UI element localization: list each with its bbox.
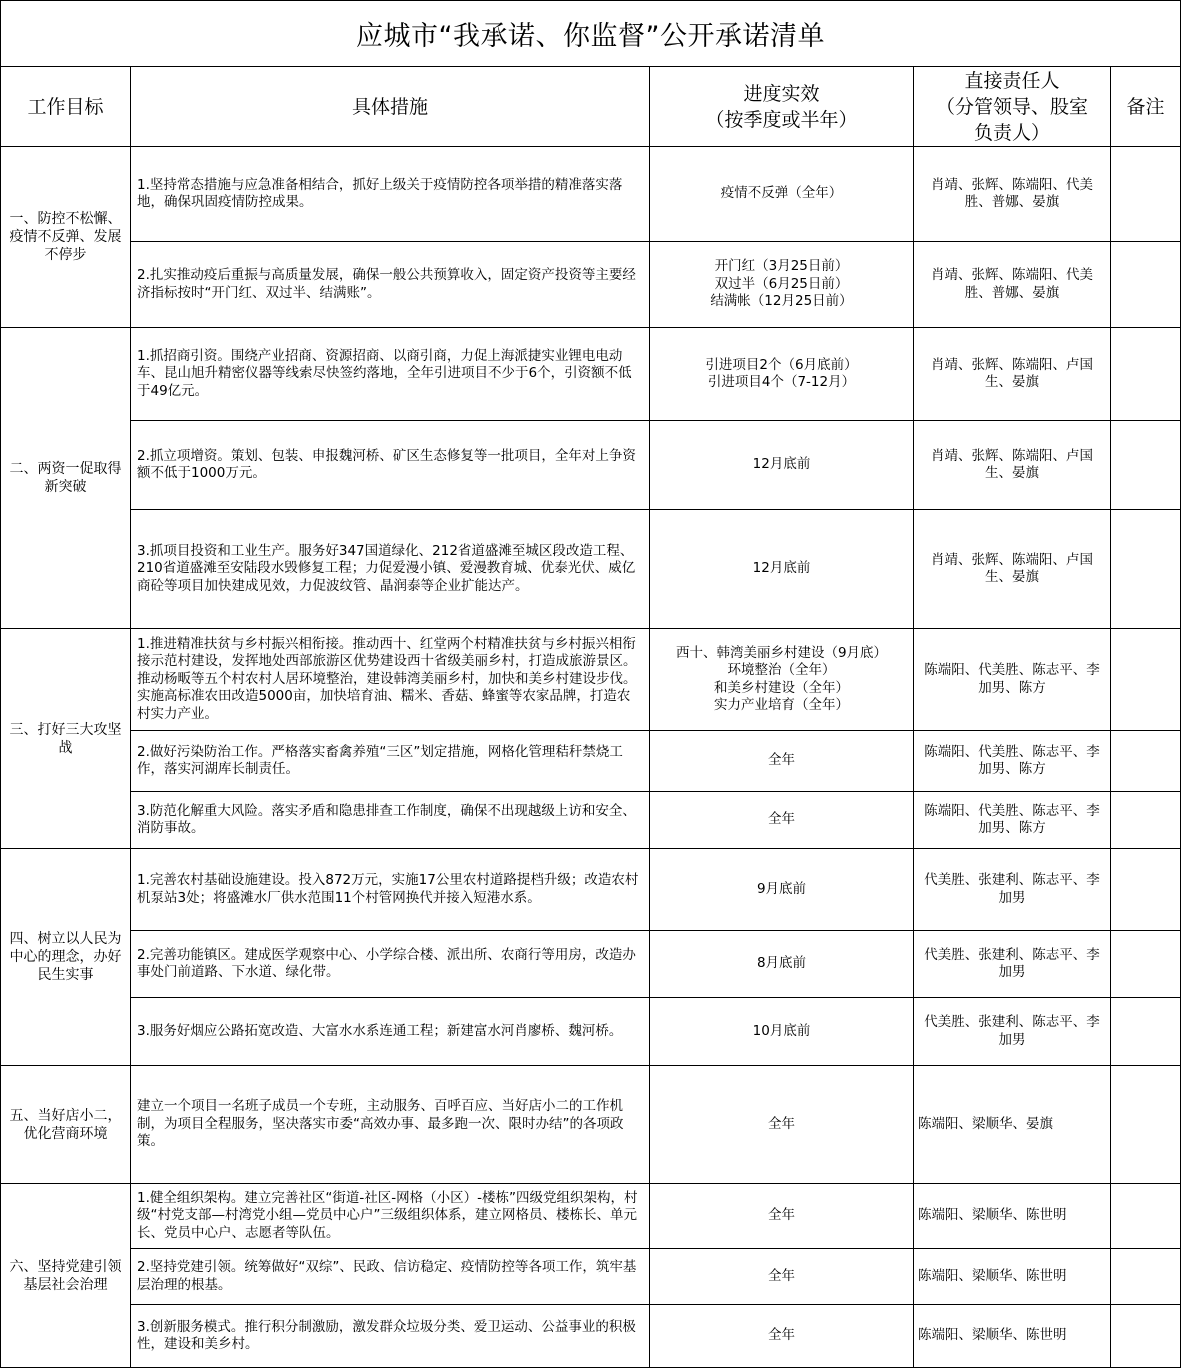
progress-cell xyxy=(650,1066,914,1184)
table-row xyxy=(1,421,1181,510)
table-row xyxy=(1,242,1181,328)
progress-line: 8月底前 xyxy=(756,955,807,972)
measure-cell: 1.健全组织架构。建立完善社区“街道-社区-网格（小区）-楼栋”四级党组织架构，村级“村党支部—村湾党小组—党员中心户”三级组织体系，建立网格员、楼栋长、单元长、党员中心户、志愿者等队伍。 xyxy=(131,1184,650,1249)
progress-cell xyxy=(650,1184,914,1249)
note-cell xyxy=(1111,849,1181,931)
owner-cell: 肖靖、张辉、陈端阳、代美胜、普娜、晏旗 xyxy=(914,147,1111,242)
owner-cell: 代美胜、张建利、陈志平、李加男 xyxy=(914,849,1111,931)
progress-line: 12月底前 xyxy=(752,560,811,577)
table-body xyxy=(1,147,1181,1368)
goal-cell: 六、坚持党建引领基层社会治理 xyxy=(1,1184,131,1368)
measure-cell: 2.抓立项增资。策划、包装、申报魏河桥、矿区生态修复等一批项目，全年对上争资额不低于1000万元。 xyxy=(131,421,650,510)
owner-cell: 陈端阳、梁顺华、陈世明 xyxy=(914,1184,1111,1249)
progress-line: 双过半（6月25日前） xyxy=(714,275,849,292)
progress-line: 全年 xyxy=(768,1207,795,1224)
goal-cell: 四、树立以人民为中心的理念，办好民生实事 xyxy=(1,849,131,1066)
measure-cell: 2.完善功能镇区。建成医学观察中心、小学综合楼、派出所、农商行等用房，改造办事处门前道路、下水道、绿化带。 xyxy=(131,931,650,998)
progress-cell xyxy=(650,1249,914,1305)
goal-cell: 三、打好三大攻坚战 xyxy=(1,629,131,849)
table-row xyxy=(1,1066,1181,1184)
progress-line: 和美乡村建设（全年） xyxy=(714,679,849,696)
measure-cell: 2.扎实推动疫后重振与高质量发展，确保一般公共预算收入，固定资产投资等主要经济指标按时“开门红、双过半、结满账”。 xyxy=(131,242,650,328)
progress-cell xyxy=(650,1305,914,1368)
progress-line: 引进项目4个（7-12月） xyxy=(707,374,856,390)
table-row xyxy=(1,629,1181,731)
measure-cell: 2.坚持党建引领。统筹做好“双综”、民政、信访稳定、疫情防控等各项工作，筑牢基层治理的根基。 xyxy=(131,1249,650,1305)
progress-line: 结满帐（12月25日前） xyxy=(710,293,853,310)
header-measure: 具体措施 xyxy=(131,67,650,147)
measure-cell: 3.防范化解重大风险。落实矛盾和隐患排查工作制度，确保不出现越级上访和安全、消防事故。 xyxy=(131,792,650,849)
table-row xyxy=(1,731,1181,792)
goal-cell: 二、两资一促取得新突破 xyxy=(1,328,131,629)
progress-line: 全年 xyxy=(768,1327,795,1344)
header-progress xyxy=(650,67,914,147)
note-cell xyxy=(1111,1249,1181,1305)
progress-cell xyxy=(650,510,914,629)
progress-line: 9月底前 xyxy=(756,880,807,897)
table-row xyxy=(1,1184,1181,1249)
measure-cell: 3.抓项目投资和工业生产。服务好347国道绿化、212省道盛滩至城区段改造工程、210省道盛滩至安陆段水毁修复工程；力促爱漫小镇、爱漫教育城、优泰光伏、威亿商砼等项目加快建成见效，力促波纹管、晶润泰等企业扩能达产。 xyxy=(131,510,650,629)
owner-cell: 陈端阳、代美胜、陈志平、李加男、陈方 xyxy=(914,629,1111,731)
measure-cell: 2.做好污染防治工作。严格落实畜禽养殖“三区”划定措施，网格化管理秸秆禁烧工作，落实河湖库长制责任。 xyxy=(131,731,650,792)
progress-cell xyxy=(650,998,914,1066)
progress-line: 全年 xyxy=(768,752,795,769)
owner-cell: 陈端阳、梁顺华、晏旗 xyxy=(914,1066,1111,1184)
header-progress-line2: （按季度或半年） xyxy=(705,108,858,131)
owner-cell: 陈端阳、代美胜、陈志平、李加男、陈方 xyxy=(914,792,1111,849)
progress-line: 环境整治（全年） xyxy=(727,662,836,678)
progress-cell xyxy=(650,147,914,242)
progress-cell xyxy=(650,849,914,931)
table-row xyxy=(1,510,1181,629)
goal-cell: 一、防控不松懈、疫情不反弹、发展不停步 xyxy=(1,147,131,328)
owner-cell: 肖靖、张辉、陈端阳、代美胜、普娜、晏旗 xyxy=(914,242,1111,328)
note-cell xyxy=(1111,328,1181,421)
measure-cell: 3.创新服务模式。推行积分制激励，激发群众垃圾分类、爱卫运动、公益事业的积极性，建设和美乡村。 xyxy=(131,1305,650,1368)
note-cell xyxy=(1111,242,1181,328)
note-cell xyxy=(1111,1305,1181,1368)
table-row xyxy=(1,998,1181,1066)
note-cell xyxy=(1111,629,1181,731)
table-row xyxy=(1,931,1181,998)
progress-line: 全年 xyxy=(768,811,795,828)
progress-line: 全年 xyxy=(768,1115,795,1132)
header-goal: 工作目标 xyxy=(1,67,131,147)
measure-cell: 建立一个项目一名班子成员一个专班，主动服务、百呼百应、当好店小二的工作机制，为项目全程服务，坚决落实市委“高效办事、最多跑一次、限时办结”的各项政策。 xyxy=(131,1066,650,1184)
table-row xyxy=(1,328,1181,421)
progress-line: 西十、韩湾美丽乡村建设（9月底） xyxy=(675,644,888,661)
owner-cell: 肖靖、张辉、陈端阳、卢国生、晏旗 xyxy=(914,510,1111,629)
note-cell xyxy=(1111,421,1181,510)
progress-line: 引进项目2个（6月底前） xyxy=(705,356,858,373)
note-cell xyxy=(1111,792,1181,849)
note-cell xyxy=(1111,1184,1181,1249)
progress-line: 10月底前 xyxy=(752,1022,811,1039)
progress-cell xyxy=(650,629,914,731)
note-cell xyxy=(1111,147,1181,242)
progress-cell xyxy=(650,421,914,510)
header-owner-line1: 直接责任人 xyxy=(964,69,1060,92)
progress-line: 开门红（3月25日前） xyxy=(714,258,849,275)
measure-cell: 1.坚持常态措施与应急准备相结合，抓好上级关于疫情防控各项举措的精准落实落地，确保巩固疫情防控成果。 xyxy=(131,147,650,242)
progress-cell xyxy=(650,242,914,328)
measure-cell: 1.推进精准扶贫与乡村振兴相衔接。推动西十、红堂两个村精准扶贫与乡村振兴相衔接示范村建设，发挥地处西部旅游区优势建设西十省级美丽乡村，打造成旅游景区。推动杨畈等五个村农村人居环境整治，建设韩湾美丽乡村，加快和美乡村建设步伐。实施高标准农田改造5000亩，加快培育油、糯米、香菇、蜂蜜等农家品牌，打造农村实力产业。 xyxy=(131,629,650,731)
table-row xyxy=(1,792,1181,849)
owner-cell: 代美胜、张建利、陈志平、李加男 xyxy=(914,931,1111,998)
note-cell xyxy=(1111,510,1181,629)
header-owner-line2: （分管领导、股室 xyxy=(935,95,1088,118)
measure-cell: 1.完善农村基础设施建设。投入872万元，实施17公里农村道路提档升级；改造农村机泵站3处；将盛滩水厂供水范围11个村管网换代并接入短港水系。 xyxy=(131,849,650,931)
header-owner-line3: 负责人） xyxy=(973,121,1050,144)
owner-cell: 陈端阳、梁顺华、陈世明 xyxy=(914,1305,1111,1368)
note-cell xyxy=(1111,931,1181,998)
owner-cell: 肖靖、张辉、陈端阳、卢国生、晏旗 xyxy=(914,421,1111,510)
measure-cell: 3.服务好烟应公路拓宽改造、大富水水系连通工程；新建富水河肖廖桥、魏河桥。 xyxy=(131,998,650,1066)
progress-cell xyxy=(650,328,914,421)
progress-line: 全年 xyxy=(768,1267,795,1284)
measure-cell: 1.抓招商引资。围绕产业招商、资源招商、以商引商，力促上海派捷实业锂电电动车、昆山旭升精密仪器等线索尽快签约落地，全年引进项目不少于6个，引资额不低于49亿元。 xyxy=(131,328,650,421)
progress-line: 实力产业培育（全年） xyxy=(714,697,849,713)
owner-cell: 陈端阳、代美胜、陈志平、李加男、陈方 xyxy=(914,731,1111,792)
table-row xyxy=(1,1305,1181,1368)
progress-line: 12月底前 xyxy=(752,456,811,473)
progress-line: 疫情不反弹（全年） xyxy=(720,185,843,202)
table-row xyxy=(1,147,1181,242)
table-row xyxy=(1,849,1181,931)
table-row xyxy=(1,1249,1181,1305)
goal-cell: 五、当好店小二，优化营商环境 xyxy=(1,1066,131,1184)
progress-cell xyxy=(650,931,914,998)
note-cell xyxy=(1111,731,1181,792)
owner-cell: 肖靖、张辉、陈端阳、卢国生、晏旗 xyxy=(914,328,1111,421)
progress-cell xyxy=(650,792,914,849)
header-owner xyxy=(914,67,1111,147)
document-title: 应城市“我承诺、你监督”公开承诺清单 xyxy=(1,1,1181,67)
owner-cell: 代美胜、张建利、陈志平、李加男 xyxy=(914,998,1111,1066)
header-note: 备注 xyxy=(1111,67,1181,147)
progress-cell xyxy=(650,731,914,792)
owner-cell: 陈端阳、梁顺华、陈世明 xyxy=(914,1249,1111,1305)
note-cell xyxy=(1111,1066,1181,1184)
header-progress-line1: 进度实效 xyxy=(743,82,820,105)
note-cell xyxy=(1111,998,1181,1066)
